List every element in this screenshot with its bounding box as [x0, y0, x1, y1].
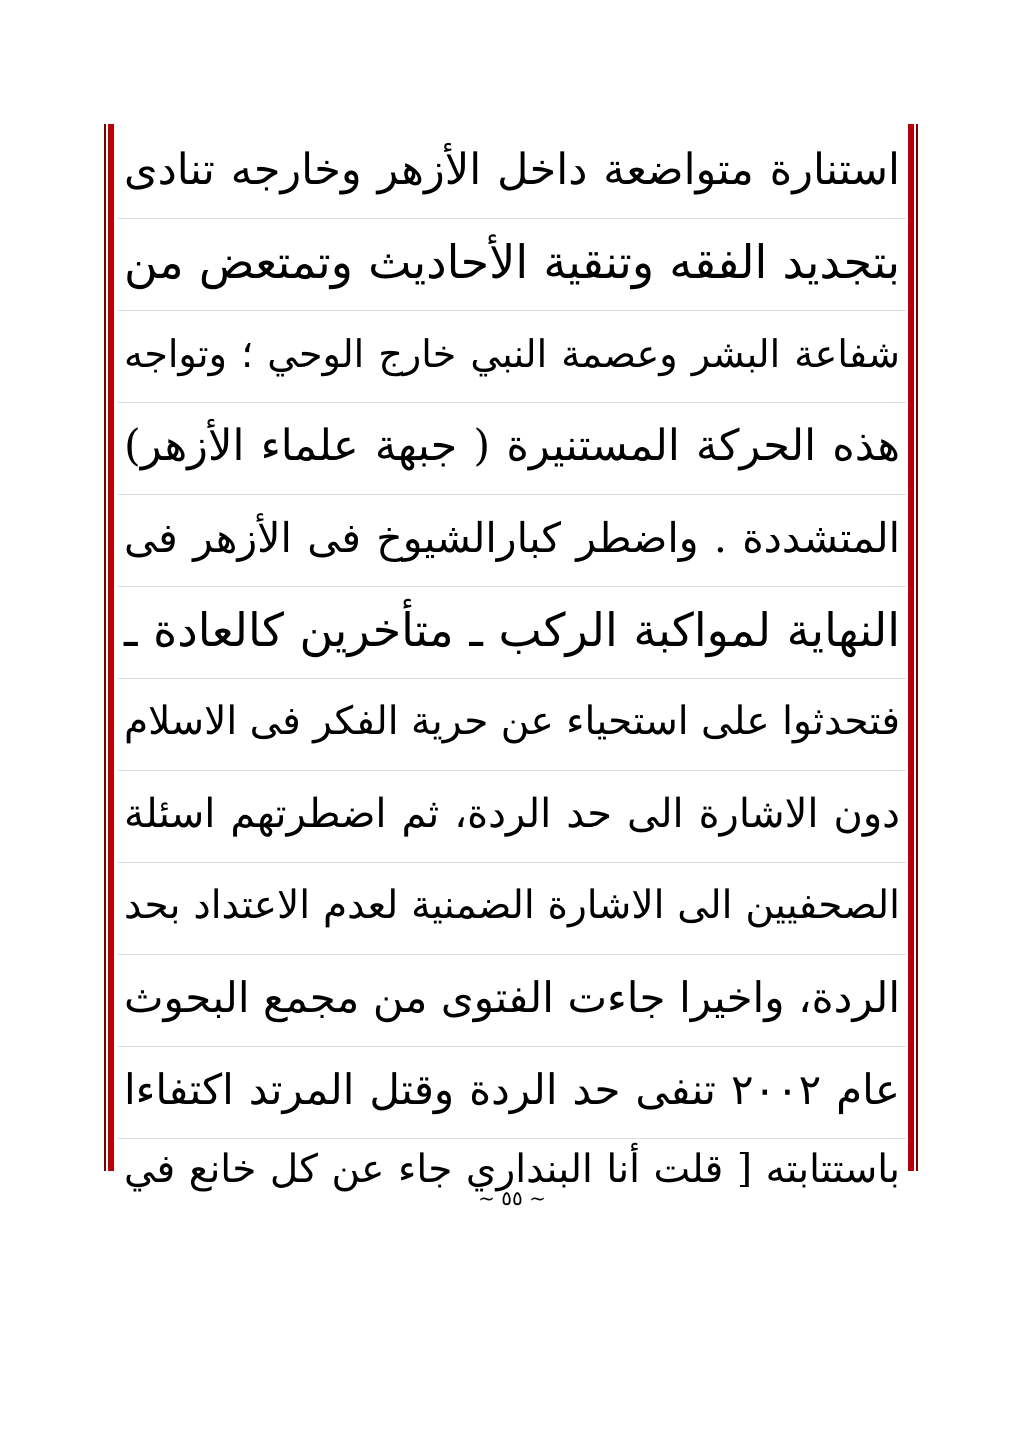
text-line-9: الصحفيين الى الاشارة الضمنية لعدم الاعتداد بحد [124, 883, 900, 928]
body-text [120, 124, 904, 1192]
text-line-5: المتشددة . واضطر كبارالشيوخ فى الأزهر فى [124, 514, 900, 562]
page-number: ~ ٥٥ ~ [478, 1186, 546, 1210]
right-border-thin-line [916, 124, 918, 1171]
right-decorative-border [908, 124, 918, 1171]
text-line-7: فتحدثوا على استحياء عن حرية الفكر فى الاسلام [124, 699, 900, 744]
text-line-3: شفاعة البشر وعصمة النبي خارج الوحي ؛ وتواجه [124, 332, 900, 376]
text-line-8: دون الاشارة الى حد الردة، ثم اضطرتهم اسئلة [124, 791, 900, 837]
text-line-2: بتجديد الفقه وتنقية الأحاديث وتمتعض من [124, 235, 900, 289]
text-line-6: النهاية لمواكبة الركب ـ متأخرين كالعادة ـ [124, 603, 900, 657]
text-line-12: باستتابته [ قلت أنا البنداري جاء عن كل خانع في [124, 1147, 900, 1192]
left-border-thick-line [108, 124, 114, 1171]
text-line-1: استنارة متواضعة داخل الأزهر وخارجه تنادى [124, 145, 900, 195]
text-line-10: الردة، واخيرا جاءت الفتوى من مجمع البحوث [124, 973, 900, 1022]
text-line-11: عام ٢٠٠٢ تنفى حد الردة وقتل المرتد اكتفاءا [124, 1065, 900, 1114]
left-decorative-border [104, 124, 114, 1171]
text-line-4: هذه الحركة المستنيرة ( جبهة علماء الأزهر) [124, 421, 900, 471]
